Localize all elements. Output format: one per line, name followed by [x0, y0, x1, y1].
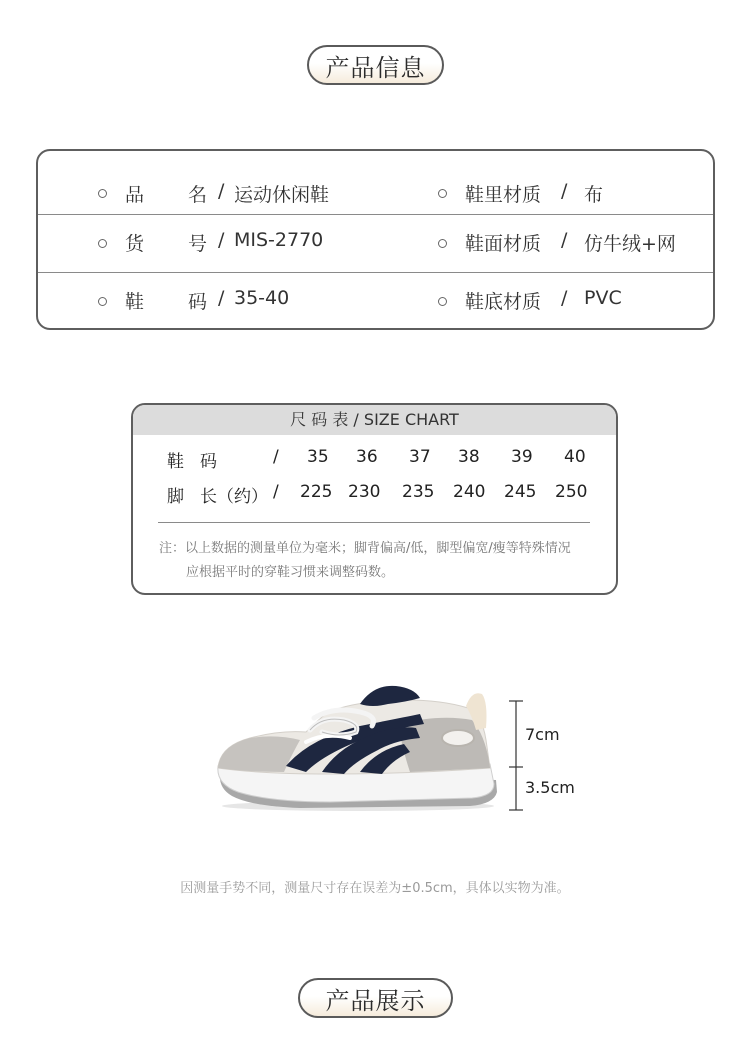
- info-value: 运动休闲鞋: [234, 184, 330, 206]
- divider: [158, 522, 590, 523]
- measurement-footnote: 因测量手势不同，测量尺寸存在误差为±0.5cm，具体以实物为准。: [180, 881, 570, 896]
- size-value: 39: [511, 447, 533, 467]
- info-key: 品: [125, 184, 145, 206]
- size-row-label: 长（约）: [200, 487, 268, 507]
- size-value: 40: [564, 447, 586, 467]
- info-separator: /: [561, 287, 568, 309]
- circle-bullet-icon: [438, 297, 447, 306]
- info-value: 布: [584, 184, 604, 206]
- info-value: PVC: [584, 287, 622, 309]
- foot-length-value: 245: [504, 482, 537, 502]
- size-row-separator: /: [273, 447, 279, 467]
- info-key: 货: [125, 233, 145, 255]
- sole-height-label: 3.5cm: [525, 778, 575, 797]
- info-key: 鞋面材质: [465, 233, 542, 255]
- upper-height-label: 7cm: [525, 725, 560, 744]
- info-separator: /: [218, 180, 225, 202]
- info-row: [38, 272, 713, 330]
- size-row-label: 码: [200, 452, 217, 472]
- circle-bullet-icon: [98, 189, 107, 198]
- shoe-image: [210, 680, 510, 830]
- section-title-product-display: 产品展示: [298, 978, 453, 1018]
- size-row-separator: /: [273, 482, 279, 502]
- circle-bullet-icon: [98, 239, 107, 248]
- product-info-table: [36, 149, 715, 330]
- size-value: 37: [409, 447, 431, 467]
- dimension-marker: [505, 700, 527, 812]
- info-value: 仿牛绒+网: [584, 233, 676, 255]
- info-separator: /: [561, 180, 568, 202]
- info-row: [38, 214, 713, 272]
- info-row: [38, 158, 713, 216]
- size-value: 35: [307, 447, 329, 467]
- info-key: 鞋底材质: [465, 291, 542, 313]
- size-note: 应根据平时的穿鞋习惯来调整码数。: [186, 565, 395, 580]
- size-chart-title: 尺 码 表 / SIZE CHART: [133, 405, 616, 435]
- foot-length-value: 230: [348, 482, 381, 502]
- info-key: 鞋里材质: [465, 184, 542, 206]
- circle-bullet-icon: [98, 297, 107, 306]
- size-value: 38: [458, 447, 480, 467]
- circle-bullet-icon: [438, 239, 447, 248]
- size-row-shoe-size: [133, 447, 616, 473]
- info-value: MIS-2770: [234, 229, 324, 251]
- section-title-product-info: 产品信息: [307, 45, 444, 85]
- info-key: 码: [188, 291, 208, 313]
- size-row-foot-length: [133, 482, 616, 508]
- foot-length-value: 240: [453, 482, 486, 502]
- info-separator: /: [218, 287, 225, 309]
- info-separator: /: [561, 229, 568, 251]
- size-row-label: 脚: [167, 487, 184, 507]
- info-separator: /: [218, 229, 225, 251]
- sneaker-icon: [210, 680, 510, 830]
- size-value: 36: [356, 447, 378, 467]
- info-value: 35-40: [234, 287, 290, 309]
- size-note: 注：以上数据的测量单位为毫米；脚背偏高/低，脚型偏宽/瘦等特殊情况: [159, 541, 571, 556]
- foot-length-value: 235: [402, 482, 435, 502]
- info-key: 鞋: [125, 291, 145, 313]
- info-key: 号: [188, 233, 208, 255]
- size-row-label: 鞋: [167, 452, 184, 472]
- foot-length-value: 225: [300, 482, 333, 502]
- size-chart: [131, 403, 618, 595]
- info-key: 名: [188, 184, 208, 206]
- circle-bullet-icon: [438, 189, 447, 198]
- foot-length-value: 250: [555, 482, 588, 502]
